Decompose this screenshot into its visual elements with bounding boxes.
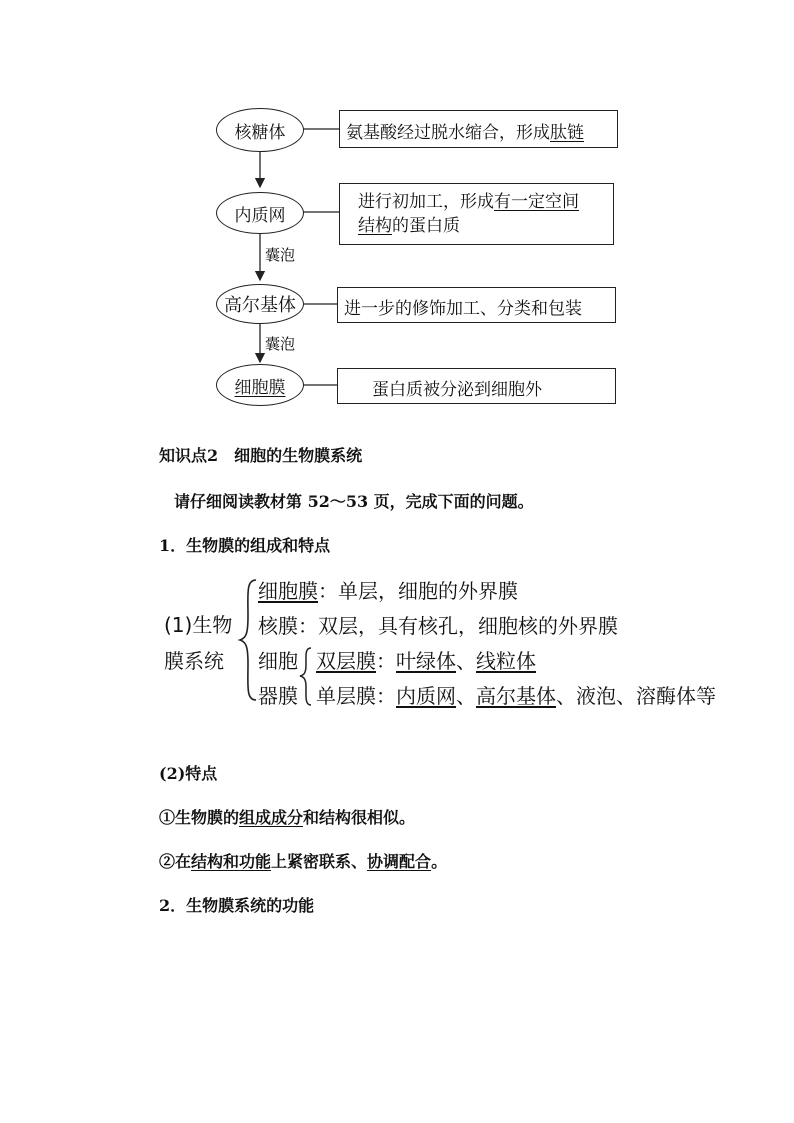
desc-er-line2-u: 结构 xyxy=(358,216,392,236)
desc-er-line1-a: 进行初加工，形成 xyxy=(358,192,494,212)
vesicle-label-1: 囊泡 xyxy=(265,246,296,264)
desc-golgi xyxy=(337,287,616,323)
feature-1-u: 组成成分 xyxy=(239,808,304,827)
comp-cell-membrane-u: 细胞膜 xyxy=(258,579,318,603)
comp-organelle-2: 器膜 xyxy=(258,684,298,708)
feature-2-b: 上紧密联系、 xyxy=(271,852,368,871)
comp-single: 单层膜： xyxy=(316,684,396,708)
node-ribosome-label: 核糖体 xyxy=(234,122,286,143)
comp-single-sep: 、 xyxy=(456,684,476,708)
comp-single-b: 高尔基体 xyxy=(476,684,556,708)
node-ribosome xyxy=(216,108,304,152)
desc-er xyxy=(339,183,614,245)
desc-cell-membrane xyxy=(337,368,616,404)
comp-cell-membrane-rest: ：单层，细胞的外界膜 xyxy=(318,579,518,603)
comp-double-membrane xyxy=(316,645,536,674)
comp-single-rest: 、液泡、溶酶体等 xyxy=(556,684,716,708)
question-2-title: 2．生物膜系统的功能 xyxy=(159,896,315,915)
comp-single-membrane xyxy=(316,680,716,709)
comp-double-sep: 、 xyxy=(456,649,476,673)
desc-er-line2 xyxy=(358,214,613,238)
feature-2-c: 。 xyxy=(431,852,448,871)
feature-1-a: ①生物膜的 xyxy=(159,808,240,827)
desc-ribosome-underlined: 肽链 xyxy=(550,123,584,143)
section-title: 知识点2 细胞的生物膜系统 xyxy=(159,446,363,465)
node-er xyxy=(216,192,304,234)
feature-2 xyxy=(159,849,447,872)
comp-organelle-1: 细胞 xyxy=(258,649,298,673)
desc-cell-membrane-text: 蛋白质被分泌到细胞外 xyxy=(372,380,542,400)
comp-double-b: 线粒体 xyxy=(476,649,536,673)
comp-nuclear: 核膜：双层，具有核孔，细胞核的外界膜 xyxy=(258,614,618,638)
feature-1-b: 和结构很相似。 xyxy=(303,808,416,827)
features-title: (2)特点 xyxy=(159,764,218,783)
comp-left-line1: (1)生物 xyxy=(164,613,233,637)
question-1-title: 1．生物膜的组成和特点 xyxy=(159,536,331,555)
desc-ribosome xyxy=(339,110,618,148)
feature-2-a: ②在 xyxy=(159,852,192,871)
comp-double-a: 叶绿体 xyxy=(396,649,456,673)
desc-er-line1-u: 有一定空间 xyxy=(494,192,579,212)
comp-single-a: 内质网 xyxy=(396,684,456,708)
desc-golgi-text: 进一步的修饰加工、分类和包装 xyxy=(344,299,582,319)
comp-double-u: 双层膜 xyxy=(316,649,376,673)
feature-2-u2: 协调配合 xyxy=(367,852,432,871)
node-cell-membrane xyxy=(216,364,304,406)
comp-double-colon: ： xyxy=(376,649,396,673)
desc-ribosome-text: 氨基酸经过脱水缩合，形成 xyxy=(346,123,550,143)
node-golgi xyxy=(216,284,304,324)
node-cell-membrane-label: 细胞膜 xyxy=(234,377,286,398)
feature-1 xyxy=(159,805,415,828)
node-er-label: 内质网 xyxy=(234,205,286,226)
comp-cell-membrane xyxy=(258,575,518,604)
comp-left-line2: 膜系统 xyxy=(164,649,224,673)
vesicle-label-2: 囊泡 xyxy=(265,335,296,353)
node-golgi-label: 高尔基体 xyxy=(224,295,296,316)
feature-2-u1: 结构和功能 xyxy=(191,852,272,871)
brace-small xyxy=(297,645,317,709)
desc-er-line1 xyxy=(358,190,613,214)
instruction: 请仔细阅读教材第 52～53 页，完成下面的问题。 xyxy=(174,492,534,511)
desc-er-line2-b: 的蛋白质 xyxy=(392,216,460,236)
